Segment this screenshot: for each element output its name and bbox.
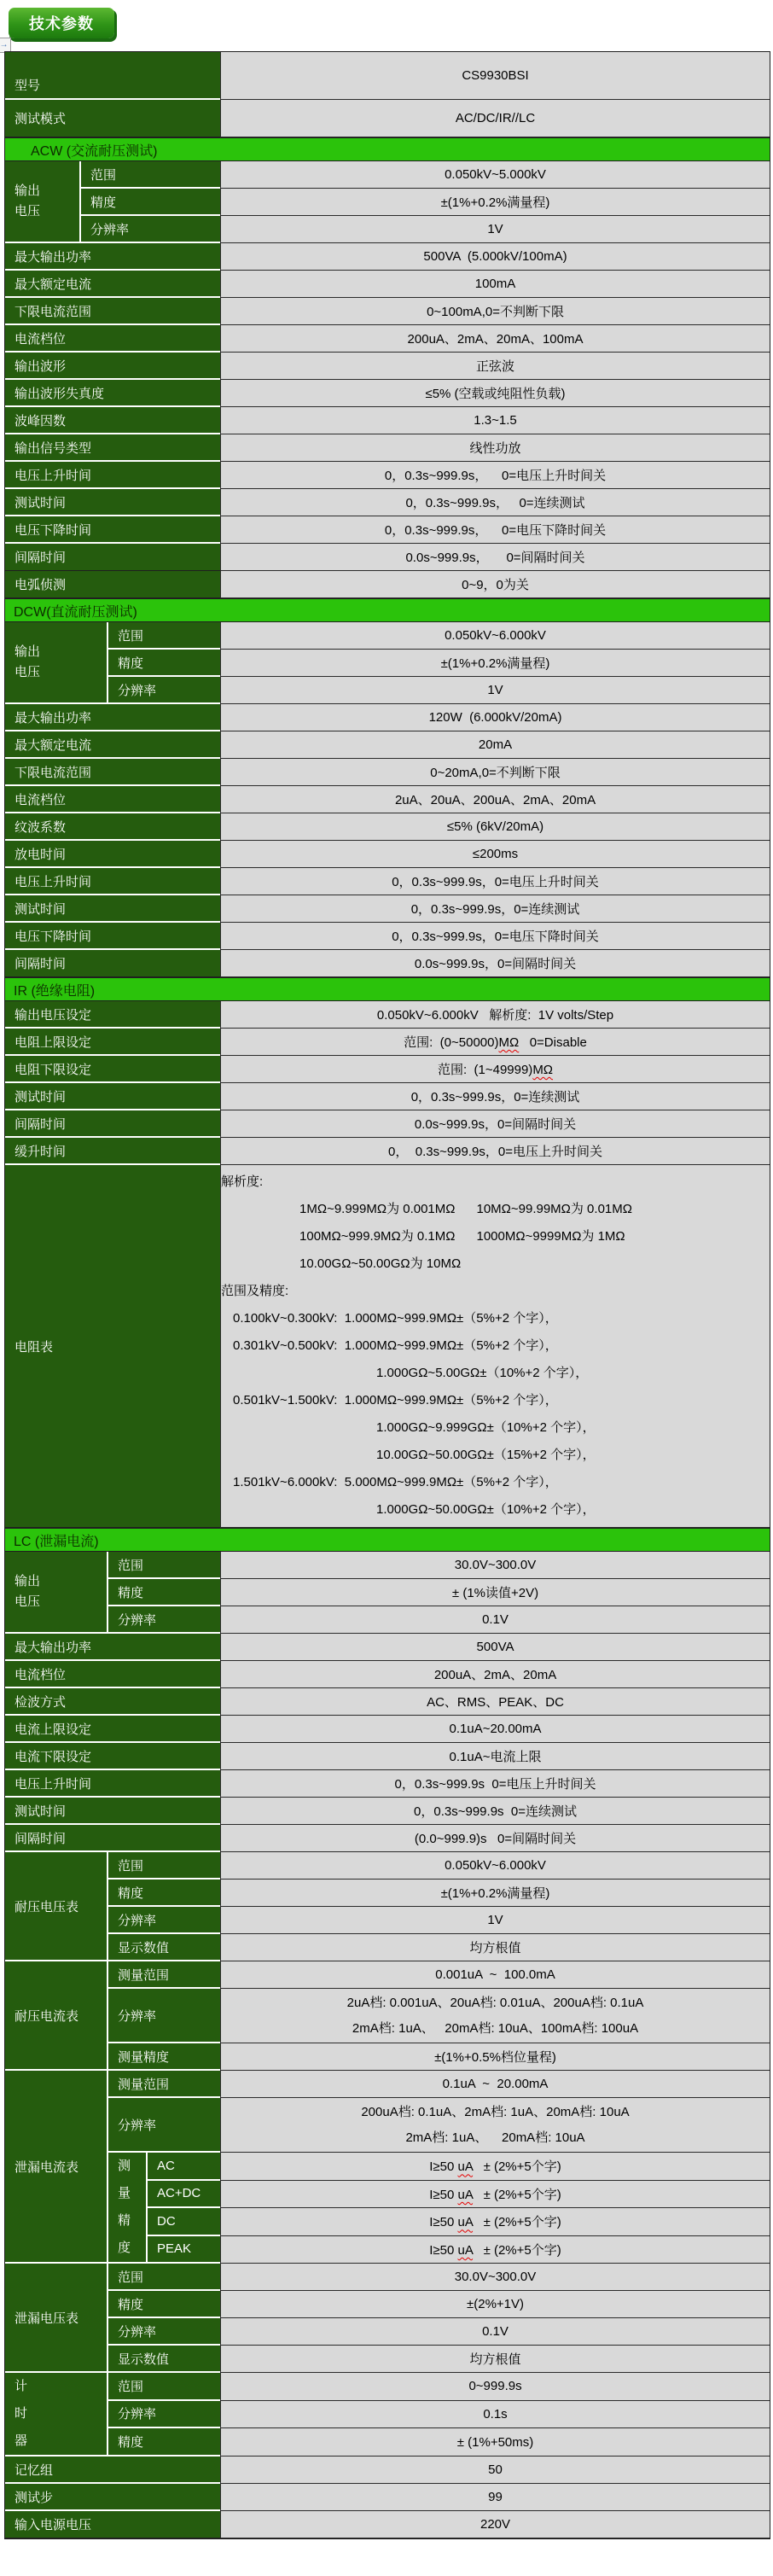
table-row xyxy=(5,2098,770,2153)
table-row xyxy=(5,677,770,704)
cell-value: ±(1%+0.2%满量程) xyxy=(220,1880,770,1907)
table-row xyxy=(5,950,770,977)
table-row xyxy=(5,2291,770,2318)
row-label: 最大输出功率 xyxy=(5,243,220,271)
cell-value: 500VA (5.000kV/100mA) xyxy=(220,243,770,271)
cell-value: 1V xyxy=(220,216,770,243)
text-line: 1.000GΩ~5.00GΩ±（10%+2 个字）， xyxy=(376,1366,589,1380)
table-row xyxy=(5,407,770,434)
text-line: 2mA档: 1uA、 20mA档: 10uA、100mA档: 100uA xyxy=(352,2020,639,2036)
sub-label: 分辨率 xyxy=(108,2401,220,2429)
cell-value xyxy=(220,1165,770,1528)
table-row xyxy=(5,759,770,786)
table-row xyxy=(5,1825,770,1852)
table-row xyxy=(5,1716,770,1743)
cell-value: 0.050kV~6.000kV xyxy=(220,1852,770,1880)
row-label: 间隔时间 xyxy=(5,950,220,977)
table-row xyxy=(5,1579,770,1606)
text-line: 电压 xyxy=(15,204,41,219)
cell-value: 0.1V xyxy=(220,1606,770,1634)
text-line: 解析度: xyxy=(221,1174,264,1189)
cell-value: 0，0.3s~999.9s 0=连续测试 xyxy=(220,1798,770,1825)
row-label: 测试时间 xyxy=(5,895,220,923)
table-row xyxy=(5,52,770,100)
text-line: 1MΩ~9.999MΩ为 0.001MΩ 10MΩ~99.99MΩ为 0.01MΩ xyxy=(299,1202,632,1216)
row-label: 下限电流范围 xyxy=(5,759,220,786)
cell-value: 0， 0.3s~999.9s，0=电压上升时间关 xyxy=(220,1138,770,1165)
row-label: 电压上升时间 xyxy=(5,1770,220,1798)
text-line: 器 xyxy=(15,2433,28,2448)
table-row xyxy=(5,489,770,516)
table-row xyxy=(5,1880,770,1907)
text-line: 时 xyxy=(15,2406,28,2421)
vertical-label xyxy=(108,2153,148,2264)
row-label: 记忆组 xyxy=(5,2457,220,2484)
row-label: 泄漏电流表 xyxy=(5,2071,108,2264)
row-label: 电压下降时间 xyxy=(5,923,220,950)
cell-value: 200uA、2mA、20mA、100mA xyxy=(220,325,770,353)
section-header: LC (泄漏电流) xyxy=(5,1528,770,1552)
cell-value: 99 xyxy=(220,2484,770,2511)
row-label: 电压上升时间 xyxy=(5,462,220,489)
row-label: 电阻下限设定 xyxy=(5,1056,220,1083)
table-row xyxy=(5,2484,770,2511)
row-label: 缓升时间 xyxy=(5,1138,220,1165)
cell-value: 0~9，0为关 xyxy=(220,571,770,598)
table-row xyxy=(5,2071,770,2098)
row-label: 放电时间 xyxy=(5,841,220,868)
table-row xyxy=(5,1165,770,1528)
row-label: 间隔时间 xyxy=(5,1825,220,1852)
sub-label: 范围 xyxy=(108,622,220,650)
cell-value: 均方根值 xyxy=(220,2346,770,2373)
row-label: 电流上限设定 xyxy=(5,1716,220,1743)
table-row xyxy=(5,813,770,841)
cell-value: 范围: (0~50000)MΩ 0=Disable xyxy=(220,1029,770,1056)
cell-value: 0.050kV~6.000kV xyxy=(220,622,770,650)
sub-label: 范围 xyxy=(108,2264,220,2291)
cell-value: 0，0.3s~999.9s， 0=电压下降时间关 xyxy=(220,516,770,544)
table-row xyxy=(5,516,770,544)
sub-label: 测量范围 xyxy=(108,1961,220,1989)
text-line: 2uA档: 0.001uA、20uA档: 0.01uA、200uA档: 0.1uA xyxy=(346,1995,644,2010)
cell-value xyxy=(220,2098,770,2153)
row-label: 纹波系数 xyxy=(5,813,220,841)
spellcheck-underline: MΩ xyxy=(532,1063,554,1077)
row-label: 输出波形失真度 xyxy=(5,380,220,407)
cell-value xyxy=(220,1989,770,2043)
text-line: 输出 xyxy=(15,644,41,659)
table-row xyxy=(5,544,770,571)
cell-value: I≥50 uA ± (2%+5个字) xyxy=(220,2181,770,2209)
row-label: 测试模式 xyxy=(5,100,220,137)
text-line: 1.000GΩ~50.00GΩ±（10%+2 个字）， xyxy=(376,1502,596,1517)
cell-value: AC、RMS、PEAK、DC xyxy=(220,1688,770,1716)
table-row xyxy=(5,2318,770,2346)
cell-value: 0.0s~999.9s，0=间隔时间关 xyxy=(220,1110,770,1138)
text-line: 2mA档: 1uA、 20mA档: 10uA xyxy=(405,2130,585,2145)
row-label: 电压上升时间 xyxy=(5,868,220,895)
table-row xyxy=(5,434,770,462)
table-row xyxy=(5,895,770,923)
table-row xyxy=(5,1634,770,1661)
cell-value: I≥50 uA ± (2%+5个字) xyxy=(220,2236,770,2264)
text-line: 精 xyxy=(118,2213,131,2228)
cell-value: 30.0V~300.0V xyxy=(220,2264,770,2291)
table-row xyxy=(5,353,770,380)
tech-params-badge: 技术参数 xyxy=(9,8,114,38)
table-row xyxy=(5,704,770,731)
cell-value: AC/DC/IR//LC xyxy=(220,100,770,137)
cell-value: 0.1V xyxy=(220,2318,770,2346)
table-row xyxy=(5,1552,770,1579)
table-row xyxy=(5,1029,770,1056)
table-row xyxy=(5,137,770,161)
spellcheck-underline: uA xyxy=(457,2187,474,2202)
cell-value: 1V xyxy=(220,677,770,704)
row-label: 最大输出功率 xyxy=(5,704,220,731)
cell-value: 0~20mA,0=不判断下限 xyxy=(220,759,770,786)
sub-label: AC xyxy=(148,2153,220,2181)
table-row xyxy=(5,1743,770,1770)
sub-label: 精度 xyxy=(81,189,220,216)
table-row xyxy=(5,977,770,1001)
sub-label: 分辨率 xyxy=(108,2318,220,2346)
cell-value: 2uA、20uA、200uA、2mA、20mA xyxy=(220,786,770,813)
row-label: 耐压电压表 xyxy=(5,1852,108,1961)
row-label: 型号 xyxy=(5,52,220,100)
text-line: 200uA档: 0.1uA、2mA档: 1uA、20mA档: 10uA xyxy=(361,2104,630,2119)
table-row xyxy=(5,216,770,243)
cell-value: 范围: (1~49999)MΩ xyxy=(220,1056,770,1083)
sub-label: 范围 xyxy=(108,1552,220,1579)
cell-value: ±(1%+0.2%满量程) xyxy=(220,189,770,216)
table-row xyxy=(5,1989,770,2043)
sub-label: 范围 xyxy=(81,161,220,189)
table-row xyxy=(5,1852,770,1880)
table-row xyxy=(5,271,770,298)
table-row xyxy=(5,841,770,868)
table-row xyxy=(5,571,770,598)
cell-value: ±(1%+0.2%满量程) xyxy=(220,650,770,677)
sub-label: 分辨率 xyxy=(108,2098,220,2153)
row-label: 测试时间 xyxy=(5,1798,220,1825)
cell-value: 0，0.3s~999.9s， 0=电压上升时间关 xyxy=(220,462,770,489)
row-label: 测试时间 xyxy=(5,489,220,516)
text-line: 1.501kV~6.000kV: 5.000MΩ~999.9MΩ±（5%+2 个字）， xyxy=(233,1475,558,1489)
cell-value: 0.0s~999.9s， 0=间隔时间关 xyxy=(220,544,770,571)
table-row xyxy=(5,786,770,813)
table-row xyxy=(5,1056,770,1083)
table-row xyxy=(5,1001,770,1029)
spellcheck-underline: MΩ xyxy=(498,1035,520,1050)
text-line: 计 xyxy=(15,2379,28,2393)
text-line: 1.000GΩ~9.999GΩ±（10%+2 个字）， xyxy=(376,1420,596,1435)
cell-value: 0.1uA~20.00mA xyxy=(220,1716,770,1743)
table-row xyxy=(5,161,770,189)
row-label: 泄漏电压表 xyxy=(5,2264,108,2373)
cell-value: 0，0.3s~999.9s，0=连续测试 xyxy=(220,1083,770,1110)
cell-value: 200uA、2mA、20mA xyxy=(220,1661,770,1688)
table-row xyxy=(5,2346,770,2373)
row-label: 输出波形 xyxy=(5,353,220,380)
row-label: 最大输出功率 xyxy=(5,1634,220,1661)
sub-label: 测量精度 xyxy=(108,2043,220,2071)
cell-value: 50 xyxy=(220,2457,770,2484)
row-label: 测试时间 xyxy=(5,1083,220,1110)
arrow-right-icon: → xyxy=(0,38,11,53)
text-line: 电压 xyxy=(15,665,41,679)
row-label xyxy=(5,622,108,704)
cell-value: 均方根值 xyxy=(220,1934,770,1961)
row-label: 电流下限设定 xyxy=(5,1743,220,1770)
text-line: 范围及精度: xyxy=(221,1284,289,1298)
table-row xyxy=(5,189,770,216)
sub-label: 范围 xyxy=(108,2373,220,2401)
sub-label: 分辨率 xyxy=(108,1907,220,1934)
table-row xyxy=(5,1138,770,1165)
sub-label: 精度 xyxy=(108,2291,220,2318)
table-row xyxy=(5,462,770,489)
cell-value: 0.050kV~5.000kV xyxy=(220,161,770,189)
table-row xyxy=(5,2511,770,2538)
text-line: 0.100kV~0.300kV: 1.000MΩ~999.9MΩ±（5%+2 个字）， xyxy=(233,1311,558,1326)
text-line: 测 xyxy=(118,2159,131,2173)
table-row xyxy=(5,1528,770,1552)
cell-value: 0，0.3s~999.9s 0=电压上升时间关 xyxy=(220,1770,770,1798)
sub-label: 范围 xyxy=(108,1852,220,1880)
cell-value: (0.0~999.9)s 0=间隔时间关 xyxy=(220,1825,770,1852)
table-row xyxy=(5,243,770,271)
row-label: 电阻表 xyxy=(5,1165,220,1528)
row-label: 电流档位 xyxy=(5,325,220,353)
row-label: 输入电源电压 xyxy=(5,2511,220,2538)
cell-value: 0~100mA,0=不判断下限 xyxy=(220,298,770,325)
table-row xyxy=(5,325,770,353)
row-label: 检波方式 xyxy=(5,1688,220,1716)
cell-value: 1.3~1.5 xyxy=(220,407,770,434)
row-label: 最大额定电流 xyxy=(5,731,220,759)
row-label: 间隔时间 xyxy=(5,1110,220,1138)
table-row xyxy=(5,1661,770,1688)
table-row xyxy=(5,2401,770,2429)
row-label: 波峰因数 xyxy=(5,407,220,434)
text-line: 输出 xyxy=(15,1574,41,1588)
cell-value: 100mA xyxy=(220,271,770,298)
cell-value: 0~999.9s xyxy=(220,2373,770,2401)
row-label: 最大额定电流 xyxy=(5,271,220,298)
cell-value: ≤200ms xyxy=(220,841,770,868)
spellcheck-underline: uA xyxy=(457,2242,474,2258)
cell-value: 0.0s~999.9s，0=间隔时间关 xyxy=(220,950,770,977)
table-row xyxy=(5,380,770,407)
text-line: 量 xyxy=(118,2186,131,2200)
row-label xyxy=(5,1552,108,1634)
sub-label: 显示数值 xyxy=(108,1934,220,1961)
text-line: 输出 xyxy=(15,184,41,198)
row-label: 输出电压设定 xyxy=(5,1001,220,1029)
table-row xyxy=(5,1798,770,1825)
table-row xyxy=(5,650,770,677)
table-row xyxy=(5,1961,770,1989)
sub-label: 显示数值 xyxy=(108,2346,220,2373)
cell-value: 0，0.3s~999.9s， 0=连续测试 xyxy=(220,489,770,516)
cell-value: 30.0V~300.0V xyxy=(220,1552,770,1579)
cell-value: 0.050kV~6.000kV 解析度: 1V volts/Step xyxy=(220,1001,770,1029)
row-label: 耐压电流表 xyxy=(5,1961,108,2071)
row-label: 下限电流范围 xyxy=(5,298,220,325)
text-line: 度 xyxy=(118,2241,131,2255)
row-label: 测试步 xyxy=(5,2484,220,2511)
spellcheck-underline: uA xyxy=(457,2159,474,2175)
vertical-label xyxy=(5,2373,108,2457)
cell-value: 20mA xyxy=(220,731,770,759)
table-row xyxy=(5,2153,770,2181)
row-label: 电压下降时间 xyxy=(5,516,220,544)
cell-value: 0.1uA~电流上限 xyxy=(220,1743,770,1770)
sub-label: 分辨率 xyxy=(81,216,220,243)
cell-value: 1V xyxy=(220,1907,770,1934)
sub-label: 精度 xyxy=(108,1880,220,1907)
sub-label: PEAK xyxy=(148,2236,220,2264)
table-row xyxy=(5,923,770,950)
sub-label: 分辨率 xyxy=(108,1989,220,2043)
cell-value: ±(1%+0.5%档位量程) xyxy=(220,2043,770,2071)
cell-value: I≥50 uA ± (2%+5个字) xyxy=(220,2208,770,2236)
row-label xyxy=(5,161,81,243)
text-line: 10.00GΩ~50.00GΩ±（15%+2 个字）， xyxy=(376,1448,596,1462)
cell-value: 220V xyxy=(220,2511,770,2538)
text-line: 0.301kV~0.500kV: 1.000MΩ~999.9MΩ±（5%+2 个字）， xyxy=(233,1338,558,1353)
cell-value: 0.1uA ~ 20.00mA xyxy=(220,2071,770,2098)
table-row xyxy=(5,1110,770,1138)
cell-value: 500VA xyxy=(220,1634,770,1661)
cell-value: ± (1%+50ms) xyxy=(220,2428,770,2457)
table-row xyxy=(5,100,770,137)
table-row xyxy=(5,1688,770,1716)
table-row xyxy=(5,298,770,325)
table-row xyxy=(5,2457,770,2484)
table-row xyxy=(5,1606,770,1634)
table-row xyxy=(5,2373,770,2401)
cell-value: CS9930BSI xyxy=(220,52,770,100)
cell-value: ±(2%+1V) xyxy=(220,2291,770,2318)
section-header: DCW(直流耐压测试) xyxy=(5,598,770,622)
table-row xyxy=(5,1907,770,1934)
table-row xyxy=(5,1083,770,1110)
table-row xyxy=(5,2043,770,2071)
sub-label: 精度 xyxy=(108,1579,220,1606)
table-row xyxy=(5,731,770,759)
cell-value: 120W (6.000kV/20mA) xyxy=(220,704,770,731)
table-row xyxy=(5,622,770,650)
sub-label: 精度 xyxy=(108,650,220,677)
cell-value: ± (1%读值+2V) xyxy=(220,1579,770,1606)
sub-label: 分辨率 xyxy=(108,677,220,704)
row-label: 输出信号类型 xyxy=(5,434,220,462)
text-line: 100MΩ~999.9MΩ为 0.1MΩ 1000MΩ~9999MΩ为 1MΩ xyxy=(299,1229,625,1244)
table-row xyxy=(5,598,770,622)
row-label: 间隔时间 xyxy=(5,544,220,571)
cell-value: 0.1s xyxy=(220,2401,770,2429)
section-header: ACW (交流耐压测试) xyxy=(5,137,770,161)
cell-value: ≤5% (6kV/20mA) xyxy=(220,813,770,841)
row-label: 电弧侦测 xyxy=(5,571,220,598)
text-line: 10.00GΩ~50.00GΩ为 10MΩ xyxy=(299,1256,462,1271)
sub-label: DC xyxy=(148,2208,220,2236)
table-row xyxy=(5,1934,770,1961)
cell-value: 0.001uA ~ 100.0mA xyxy=(220,1961,770,1989)
section-header: IR (绝缘电阻) xyxy=(5,977,770,1001)
cell-value: 线性功放 xyxy=(220,434,770,462)
sub-label: 测量范围 xyxy=(108,2071,220,2098)
cell-value: ≤5% (空载或纯阻性负载) xyxy=(220,380,770,407)
specs-table xyxy=(4,51,770,2539)
text-line: 电压 xyxy=(15,1594,41,1609)
row-label: 电流档位 xyxy=(5,1661,220,1688)
table-row xyxy=(5,1770,770,1798)
table-row xyxy=(5,868,770,895)
text-line: 0.501kV~1.500kV: 1.000MΩ~999.9MΩ±（5%+2 个字）， xyxy=(233,1393,558,1407)
cell-value: I≥50 uA ± (2%+5个字) xyxy=(220,2153,770,2181)
cell-value: 0，0.3s~999.9s，0=电压下降时间关 xyxy=(220,923,770,950)
sub-label: 精度 xyxy=(108,2428,220,2457)
spellcheck-underline: uA xyxy=(457,2215,474,2230)
cell-value: 0，0.3s~999.9s，0=连续测试 xyxy=(220,895,770,923)
sub-label: AC+DC xyxy=(148,2181,220,2209)
sub-label: 分辨率 xyxy=(108,1606,220,1634)
cell-value: 正弦波 xyxy=(220,353,770,380)
cell-value: 0，0.3s~999.9s，0=电压上升时间关 xyxy=(220,868,770,895)
row-label: 电流档位 xyxy=(5,786,220,813)
table-row xyxy=(5,2428,770,2457)
row-label: 电阻上限设定 xyxy=(5,1029,220,1056)
table-row xyxy=(5,2264,770,2291)
